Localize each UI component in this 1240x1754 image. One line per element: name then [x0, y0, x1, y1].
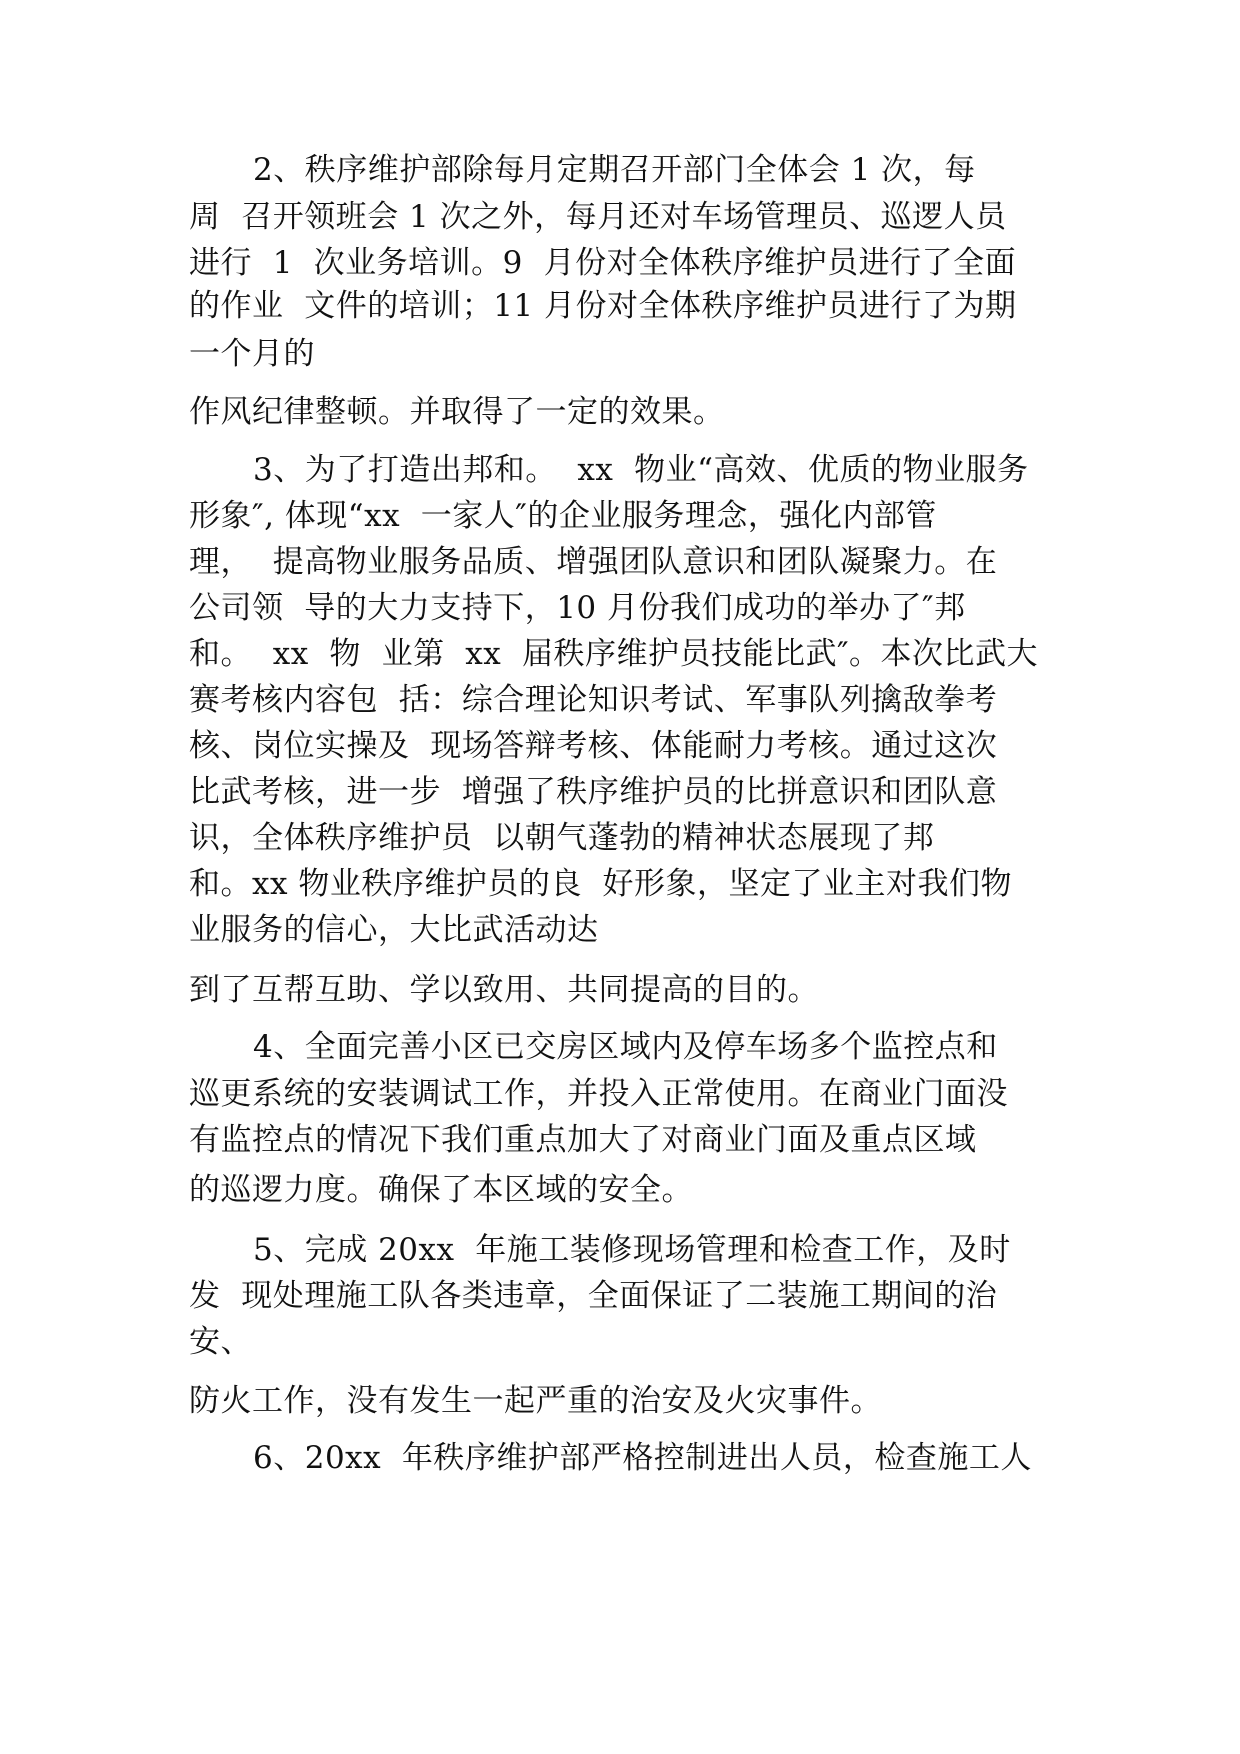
text-line: 2、秩序维护部除每月定期召开部门全体会 1 次，每: [253, 152, 976, 188]
text-line: 5、完成 20xx 年施工装修现场管理和检查工作，及时: [253, 1232, 1011, 1268]
text-line: 一个月的: [189, 336, 315, 372]
text-line: 3、为了打造出邦和。 xx 物业“高效、优质的物业服务: [253, 452, 1029, 488]
text-line: 和。 xx 物 业第 xx 届秩序维护员技能比武″。本次比武大: [189, 636, 1039, 672]
text-line: 和。xx 物业秩序维护员的良 好形象，坚定了业主对我们物: [189, 866, 1013, 902]
text-line: 比武考核，进一步 增强了秩序维护员的比拼意识和团队意: [189, 774, 998, 810]
text-line: 进行 1 次业务培训。9 月份对全体秩序维护员进行了全面: [189, 245, 1017, 281]
text-line: 发 现处理施工队各类违章，全面保证了二装施工期间的治: [189, 1278, 998, 1314]
text-line: 周 召开领班会 1 次之外，每月还对车场管理员、巡逻人员: [189, 199, 1007, 235]
text-line: 的巡逻力度。确保了本区域的安全。: [189, 1172, 693, 1208]
text-line: 赛考核内容包 括：综合理论知识考试、军事队列擒敌拳考: [189, 682, 998, 718]
text-line: 防火工作，没有发生一起严重的治安及火灾事件。: [189, 1383, 882, 1419]
text-line: 有监控点的情况下我们重点加大了对商业门面及重点区域: [189, 1122, 977, 1158]
text-line: 的作业 文件的培训；11 月份对全体秩序维护员进行了为期: [189, 288, 1017, 324]
text-line: 4、全面完善小区已交房区域内及停车场多个监控点和: [253, 1029, 998, 1065]
text-line: 到了互帮互助、学以致用、共同提高的目的。: [189, 972, 819, 1008]
text-line: 业服务的信心，大比武活动达: [189, 912, 599, 948]
text-line: 理， 提高物业服务品质、增强团队意识和团队凝聚力。在: [189, 544, 998, 580]
text-line: 识，全体秩序维护员 以朝气蓬勃的精神状态展现了邦: [189, 820, 935, 856]
text-line: 巡更系统的安装调试工作，并投入正常使用。在商业门面没: [189, 1076, 1008, 1112]
text-line: 形象″, 体现“xx 一家人″的企业服务理念，强化内部管: [189, 498, 937, 534]
text-line: 作风纪律整顿。并取得了一定的效果。: [189, 394, 725, 430]
text-line: 核、岗位实操及 现场答辩考核、体能耐力考核。通过这次: [189, 728, 998, 764]
text-line: 安、: [189, 1324, 252, 1360]
text-line: 公司领 导的大力支持下，10 月份我们成功的举办了″邦: [189, 590, 966, 626]
text-line: 6、20xx 年秩序维护部严格控制进出人员，检查施工人: [253, 1440, 1032, 1476]
